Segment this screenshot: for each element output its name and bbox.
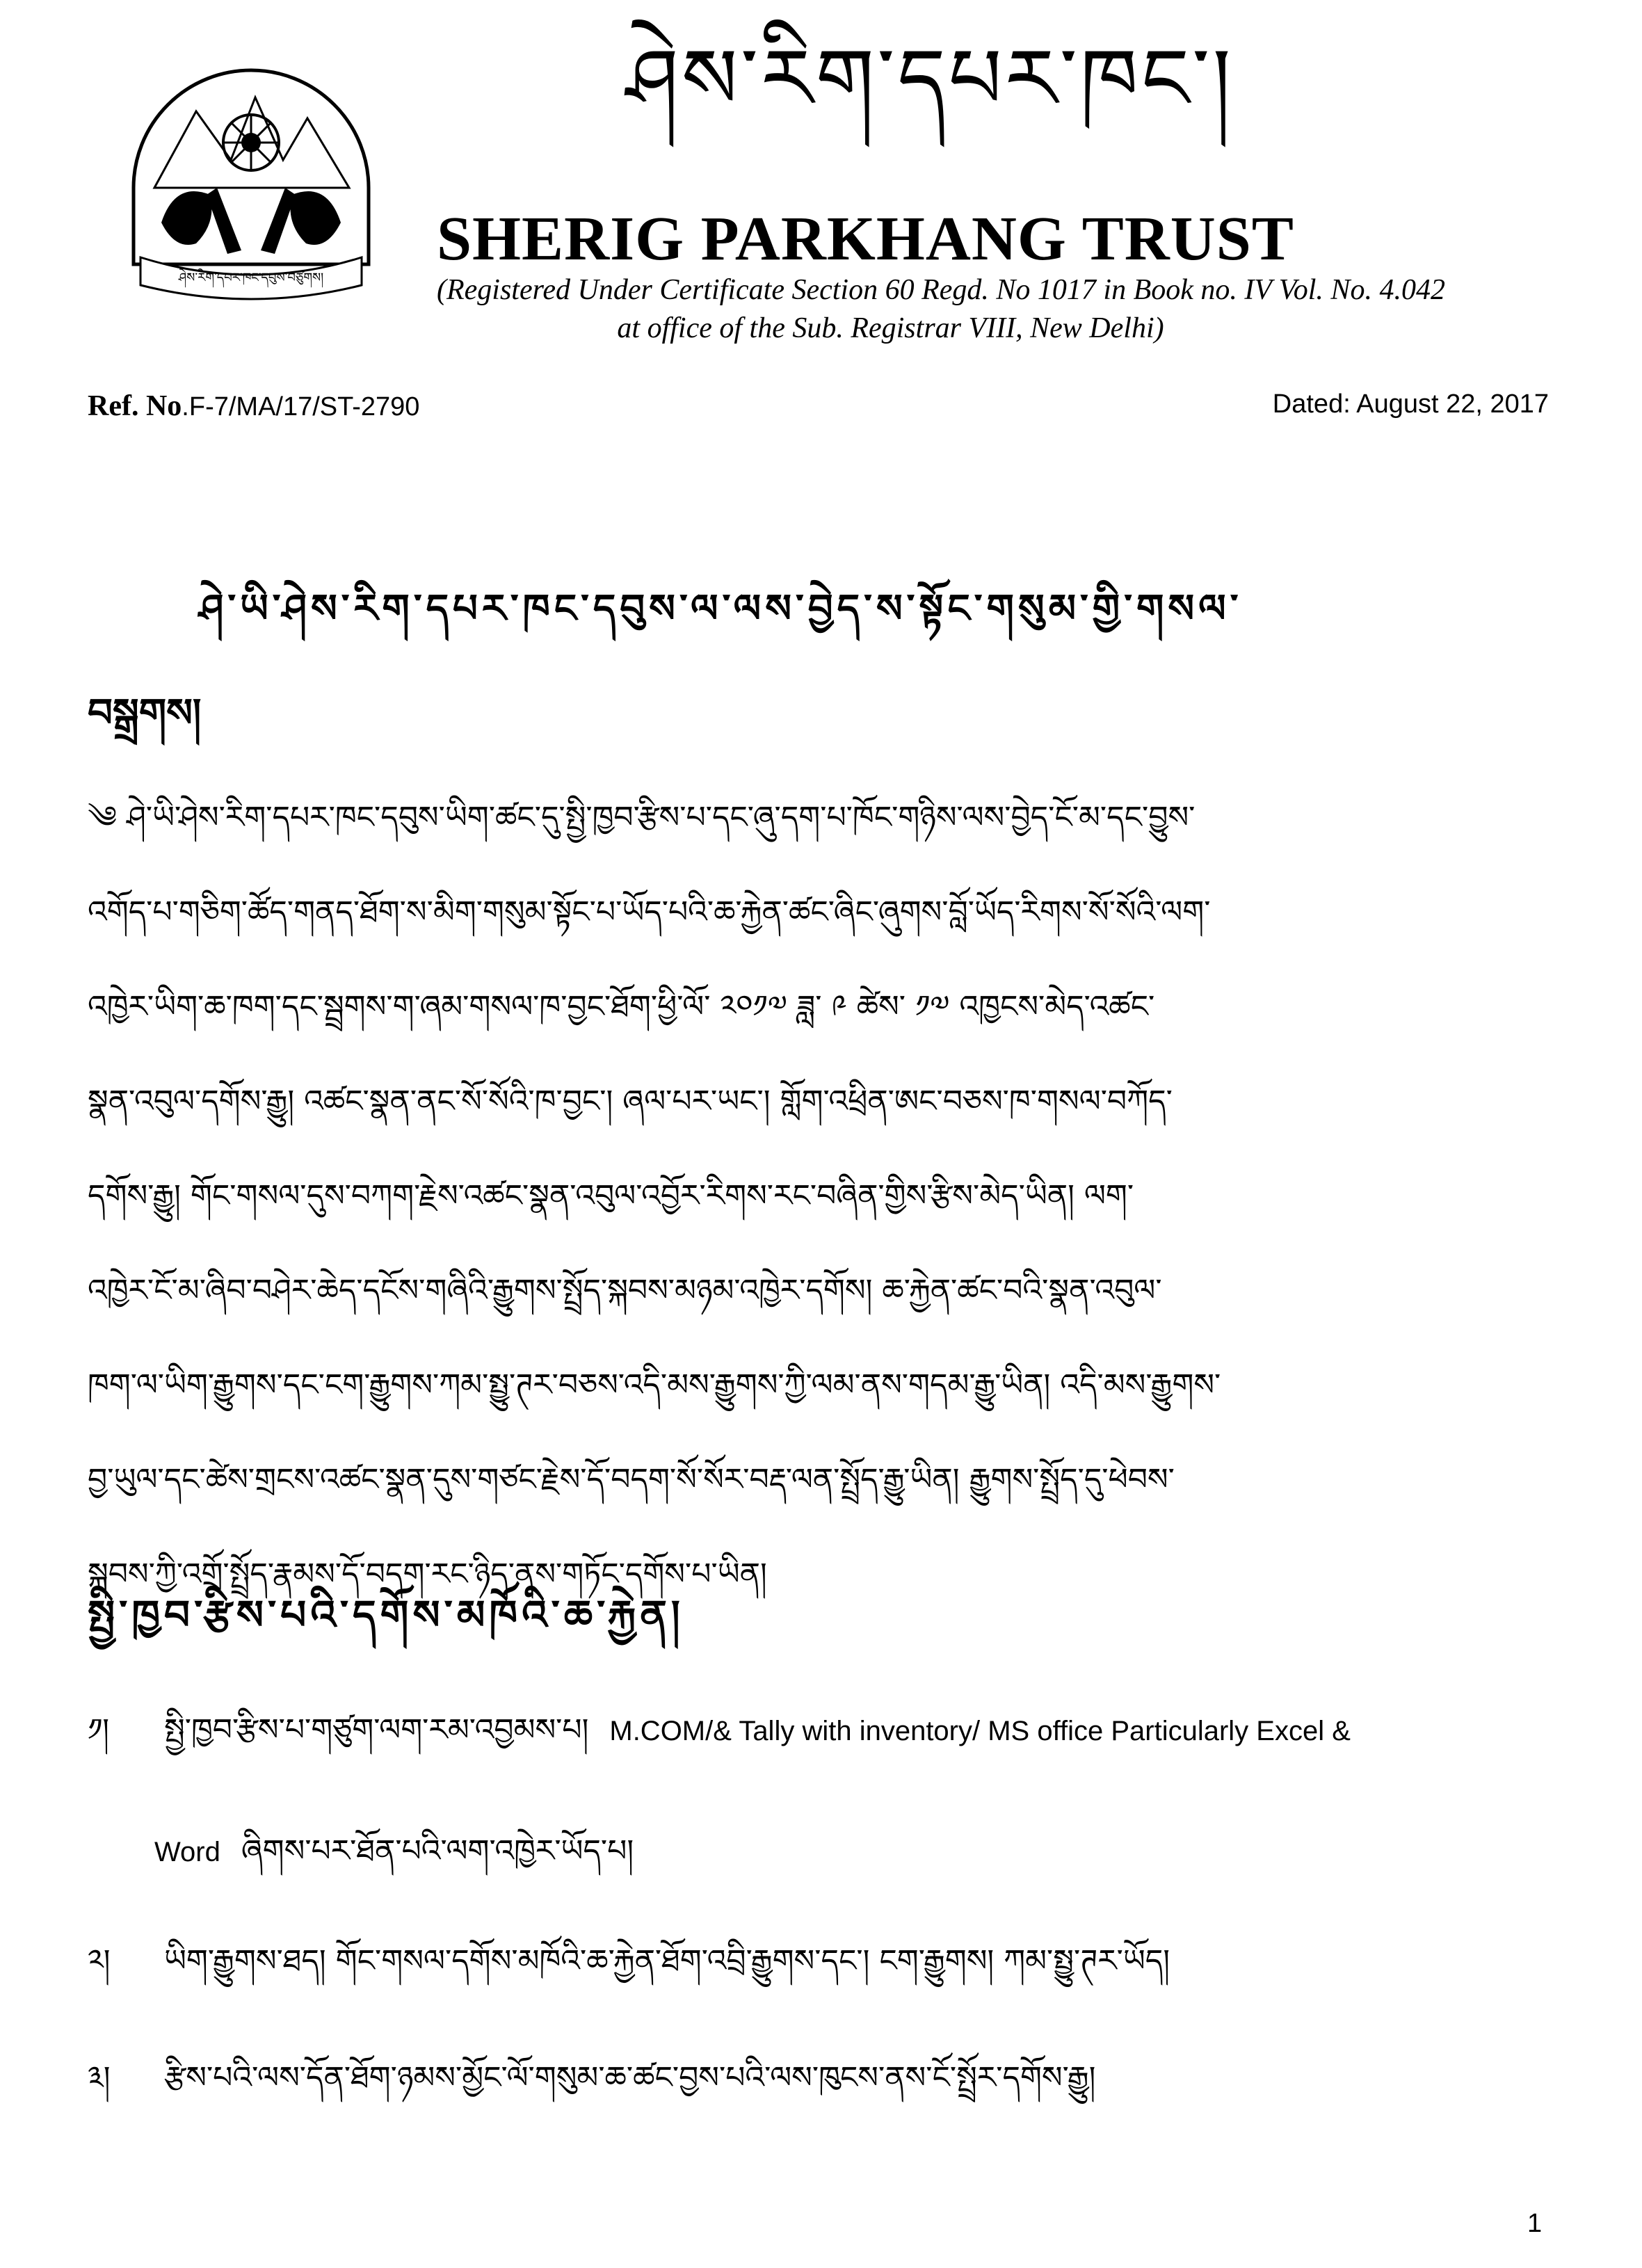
title-line-1: ཤེ་ཡི་ཤེས་རིག་དཔར་ཁང་དབུས་ལ་ལས་བྱེད་ས་སྟོང་གསུམ་གྱི་གསལ་ xyxy=(199,586,1243,632)
calligraphy-org-name: ཤེས་རིག་དཔར་ཁང་། xyxy=(626,31,1234,128)
body-line: འཁྱེར་ངོ་མ་ཞིབ་བཤེར་ཆེད་དངོས་གཞིའི་རྒྱུགས་སྤྲོད་སྐབས་མཉམ་འཁྱེར་དགོས། ཆ་རྐྱེན་ཚང་བའི་སྣན་འབུལ་ xyxy=(88,1273,1162,1308)
requirement-text: ཡིག་རྒྱུགས་ཐད། གོང་གསལ་དགོས་མཁོའི་ཆ་རྐྱེན་ཐོག་འབྲི་རྒྱུགས་དང་། ངག་རྒྱུགས། ཀམ་སྤྱུ་ཊར་ཡོད། xyxy=(164,1943,1170,1979)
reference-number xyxy=(88,389,419,423)
body-line: བྱ་ཡུལ་དང་ཚེས་གྲངས་འཚང་སྣན་དུས་གཙང་རྗེས་དོ་བདག་སོ་སོར་བརྡ་ལན་སྤྲོད་རྒྱུ་ཡིན། རྒྱུགས་སྤྲོད་དུ་ཕེབས་ xyxy=(88,1462,1175,1497)
requirement-item-3 xyxy=(88,2043,1095,2130)
seal-banner-text: ཤེས་རིག་དཔར་ཁང་དབུས་བཙུགས། xyxy=(178,271,324,285)
organization-seal-logo xyxy=(113,56,389,310)
reference-label: Ref. No xyxy=(88,390,182,422)
requirement-item-1-continued xyxy=(154,1817,634,1903)
requirement-item-2 xyxy=(88,1927,1170,2013)
body-line: ཁག་ལ་ཡིག་རྒྱུགས་དང་ངག་རྒྱུགས་ཀམ་སྤྱུ་ཊར་བཅས་འདི་མས་རྒྱུགས་ཀྱི་ལམ་ནས་གདམ་རྒྱུ་ཡིན། འདི་མས་རྒྱུགས་ xyxy=(88,1367,1221,1403)
body-line: སྣན་འབུལ་དགོས་རྒྱུ། འཚང་སྣན་ནང་སོ་སོའི་ཁ་བྱང་། ཞལ་པར་ཡང་། གློག་འཕྲིན་ཨང་བཅས་ཁ་གསལ་བཀོད་ xyxy=(88,1084,1173,1119)
registration-line-2: at office of the Sub. Registrar VIII, New Delhi) xyxy=(617,312,1164,344)
registration-line-1: (Registered Under Certificate Section 60 Regd. No 1017 in Book no. IV Vol. No. 4.042 xyxy=(437,274,1445,306)
requirement-english: M.COM/& Tally with inventory/ MS office Particularly Excel & xyxy=(609,1716,1351,1746)
body-line: འཁྱེར་ཡིག་ཆ་ཁག་དང་སྦྲགས་ག་ཞམ་གསལ་ཁ་བྱང་ཐོག་ཕྱི་ལོ་ ༢༠༡༧ ཟླ་ ༩ ཚེས་ ༡༧ འཁྱངས་མེད་འཚང་ xyxy=(88,989,1155,1024)
requirement-number: ༡། xyxy=(88,1712,110,1748)
requirement-english-cont: Word xyxy=(154,1837,220,1867)
body-line: འགོད་པ་གཅིག་ཚོད་གནད་ཐོག་ས་མིག་གསུམ་སྟོང་པ་ཡོད་པའི་ཆ་རྐྱེན་ཚང་ཞིང་ཞུགས་བློ་ཡོད་རིགས་སོ་སོའི་ལག་ xyxy=(88,894,1211,930)
requirement-tibetan: སྤྱི་ཁྱབ་རྩིས་པ་གཙུག་ལག་རམ་འབྱམས་པ། xyxy=(164,1712,589,1748)
page-number: 1 xyxy=(1527,2209,1543,2238)
requirement-item-1 xyxy=(88,1696,1351,1782)
letter-date: Dated: August 22, 2017 xyxy=(1272,389,1549,419)
title-line-2: བསྒྲགས། xyxy=(88,690,202,736)
requirement-text: རྩིས་པའི་ལས་དོན་ཐོག་ཉམས་མྱོང་ལོ་གསུམ་ཆ་ཚང་བྱས་པའི་ལས་ཁུངས་ནས་ངོ་སྤྲོར་དགོས་རྒྱུ། xyxy=(164,2060,1096,2096)
body-line: ༄ ཤེ་ཡི་ཤེས་རིག་དཔར་ཁང་དབུས་ཡིག་ཚང་དུ་སྤྱི་ཁྱབ་རྩིས་པ་དང་ཞུ་དག་པ་ཁོང་གཉིས་ལས་བྱེད་ངོ་མ་དང་བྱུས་ xyxy=(88,800,1196,835)
reference-value: .F-7/MA/17/ST-2790 xyxy=(182,392,420,421)
requirement-number: ༣། xyxy=(88,2060,111,2096)
requirements-heading: སྤྱི་ཁྱབ་རྩིས་པའི་དགོས་མཁོའི་ཆ་རྐྱེན། xyxy=(88,1591,684,1639)
body-line: དགོས་རྒྱུ། གོང་གསལ་དུས་བཀག་རྗེས་འཚང་སྣན་འབུལ་འབྱོར་རིགས་རང་བཞིན་གྱིས་རྩིས་མེད་ཡིན། ལག་ xyxy=(88,1178,1134,1214)
body-line: སྐབས་ཀྱི་འགྲོ་སྤྲོད་རྣམས་དོ་བདག་རང་ཉིད་ནས་གཏོང་དགོས་པ་ཡིན། xyxy=(88,1557,767,1592)
organization-name: SHERIG PARKHANG TRUST xyxy=(437,204,1294,273)
requirement-number: ༢། xyxy=(88,1943,111,1979)
requirement-tibetan-cont: ཞིགས་པར་ཐོན་པའི་ལག་འཁྱེར་ཡོད་པ། xyxy=(241,1833,634,1869)
body-paragraph xyxy=(88,771,1562,1622)
document-title xyxy=(88,556,1548,765)
